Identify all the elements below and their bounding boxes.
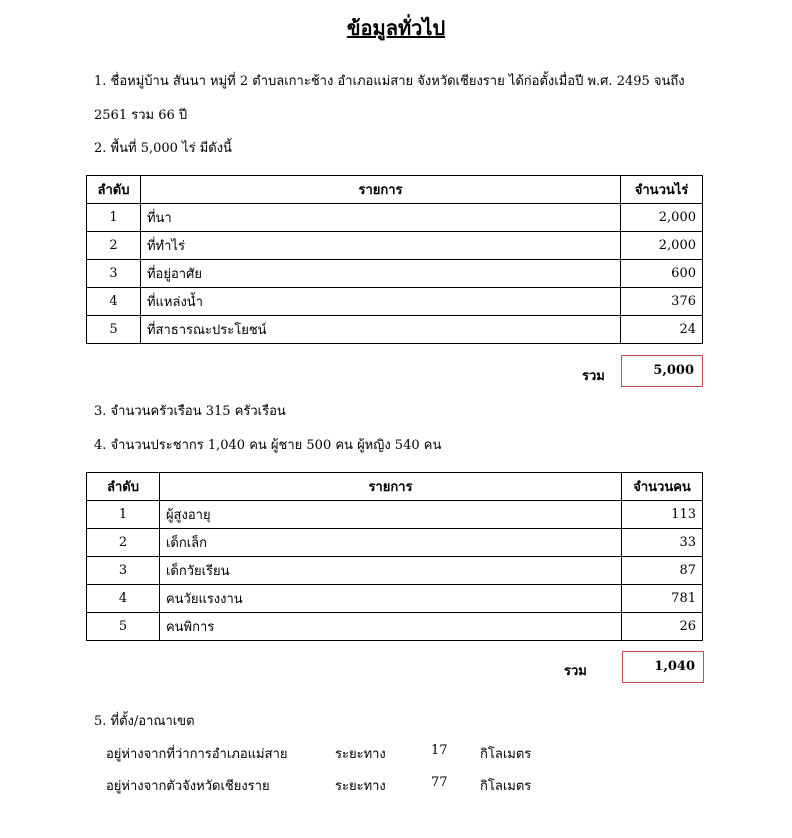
table-row [87, 232, 703, 260]
location-place: อยู่ห่างจากที่ว่าการอำเภอแม่สาย [106, 747, 288, 762]
column-header-no: ลำดับ [87, 473, 160, 501]
population-table [86, 472, 703, 641]
location-row [0, 775, 792, 793]
cell-no: 1 [87, 501, 160, 529]
location-distance-label: ระยะทาง [335, 747, 386, 762]
land-total-label: รวม [582, 369, 605, 384]
table-row [87, 557, 703, 585]
column-header-no: ลำดับ [87, 176, 141, 204]
location-unit: กิโลเมตร [480, 779, 532, 794]
cell-item: ที่อยู่อาศัย [140, 260, 620, 288]
cell-item: ที่สาธารณะประโยชน์ [140, 316, 620, 344]
cell-no: 2 [87, 232, 141, 260]
page-title: ข้อมูลทั่วไป [346, 16, 446, 40]
table-row [87, 288, 703, 316]
cell-value: 26 [622, 613, 703, 641]
table-row [87, 613, 703, 641]
cell-value: 2,000 [621, 204, 703, 232]
table-row [87, 316, 703, 344]
table-header-row [87, 176, 703, 204]
population-total-value: 1,040 [622, 651, 704, 683]
cell-value: 600 [621, 260, 703, 288]
item1-line2: 2561 รวม 66 ปี [94, 108, 188, 123]
cell-no: 5 [87, 316, 141, 344]
location-km: 17 [431, 743, 448, 758]
table-row [87, 260, 703, 288]
table-row [87, 529, 703, 557]
cell-value: 33 [622, 529, 703, 557]
cell-item: เด็กเล็ก [159, 529, 621, 557]
cell-value: 2,000 [621, 232, 703, 260]
item3-households: 3. จำนวนครัวเรือน 315 ครัวเรือน [94, 404, 286, 419]
cell-value: 24 [621, 316, 703, 344]
location-km: 77 [431, 775, 448, 790]
cell-no: 1 [87, 204, 141, 232]
item5-location: 5. ที่ตั้ง/อาณาเขต [94, 714, 195, 729]
item4-population: 4. จำนวนประชากร 1,040 คน ผู้ชาย 500 คน ผู้หญิง 540 คน [94, 438, 442, 453]
location-row [0, 743, 792, 761]
cell-value: 376 [621, 288, 703, 316]
location-distance-label: ระยะทาง [335, 779, 386, 794]
cell-item: ที่แหล่งน้ำ [140, 288, 620, 316]
cell-value: 87 [622, 557, 703, 585]
cell-no: 4 [87, 288, 141, 316]
population-total-label: รวม [564, 664, 587, 679]
cell-value: 781 [622, 585, 703, 613]
cell-no: 3 [87, 557, 160, 585]
column-header-rai: จำนวนไร่ [621, 176, 703, 204]
cell-no: 5 [87, 613, 160, 641]
column-header-item: รายการ [140, 176, 620, 204]
cell-item: คนวัยแรงงาน [159, 585, 621, 613]
table-row [87, 585, 703, 613]
item1-line1: 1. ชื่อหมู่บ้าน สันนา หมู่ที่ 2 ตำบลเกาะช้าง อำเภอแม่สาย จังหวัดเชียงราย ได้ก่อตั้งเมื่อปี พ.ศ. 2495 จนถึง [94, 74, 685, 89]
table-row [87, 204, 703, 232]
column-header-item: รายการ [159, 473, 621, 501]
cell-item: ที่นา [140, 204, 620, 232]
cell-no: 2 [87, 529, 160, 557]
table-header-row [87, 473, 703, 501]
cell-no: 4 [87, 585, 160, 613]
cell-item: ผู้สูงอายุ [159, 501, 621, 529]
column-header-count: จำนวนคน [622, 473, 703, 501]
land-total-value: 5,000 [621, 355, 703, 387]
cell-item: ที่ทำไร่ [140, 232, 620, 260]
location-unit: กิโลเมตร [480, 747, 532, 762]
land-table [86, 175, 703, 344]
cell-value: 113 [622, 501, 703, 529]
location-place: อยู่ห่างจากตัวจังหวัดเชียงราย [106, 779, 270, 794]
item2-area: 2. พื้นที่ 5,000 ไร่ มีดังนี้ [94, 141, 232, 156]
cell-item: คนพิการ [159, 613, 621, 641]
cell-item: เด็กวัยเรียน [159, 557, 621, 585]
table-row [87, 501, 703, 529]
cell-no: 3 [87, 260, 141, 288]
